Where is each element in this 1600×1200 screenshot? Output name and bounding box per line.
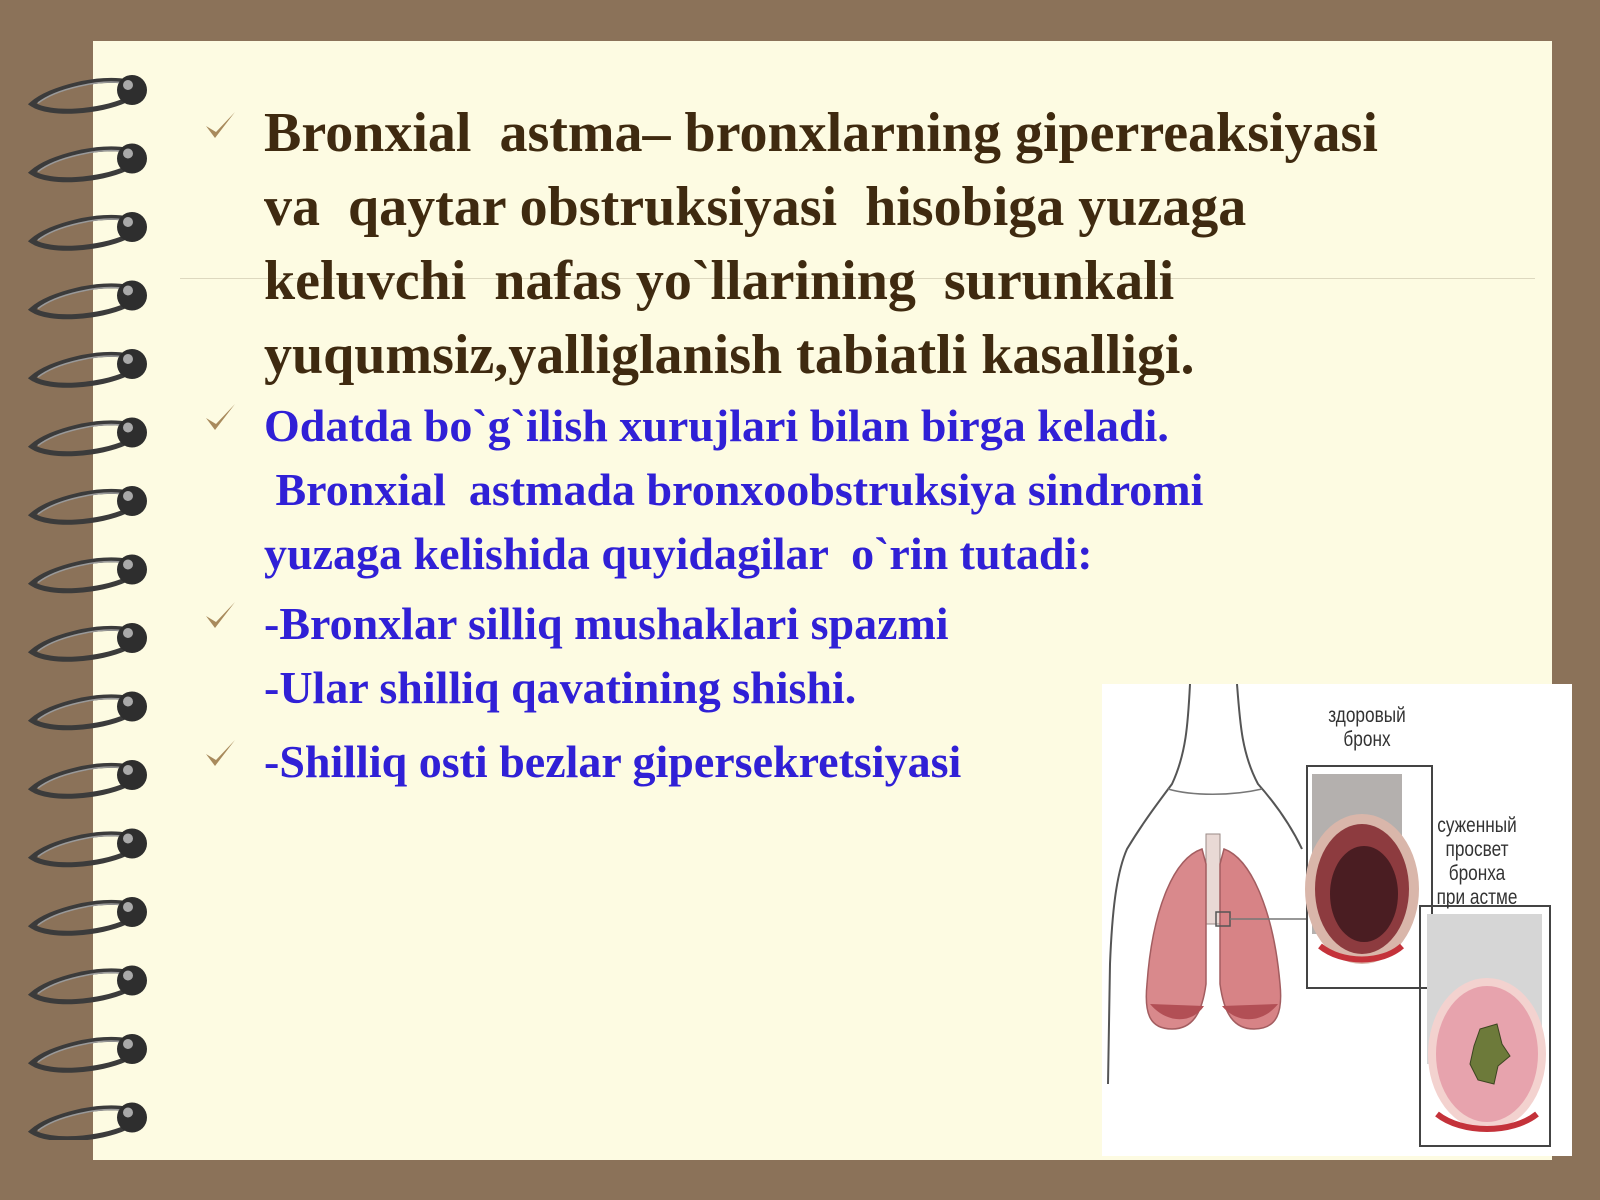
spiral-ring-icon (32, 623, 147, 659)
bullet-line: -Shilliq osti bezlar gipersekretsiyasi (264, 736, 962, 787)
spiral-ring-icon (32, 829, 147, 865)
bullet-line: -Ular shilliq qavatining shishi. (264, 662, 857, 713)
description-bullet (200, 394, 1520, 586)
spiral-ring-icon (32, 760, 147, 796)
spiral-ring-icon (32, 1103, 147, 1139)
spiral-ring-icon (32, 897, 147, 933)
lungs-bronchi-drawing (1102, 684, 1572, 1156)
definition-bullet (200, 96, 1520, 392)
spiral-ring-icon (32, 966, 147, 1002)
spiral-ring-icon (32, 418, 147, 454)
spiral-ring-icon (32, 281, 147, 317)
bullet-line: yuzaga kelishida quyidagilar o`rin tutadi: (264, 528, 1093, 579)
spiral-ring-icon (32, 1034, 147, 1070)
bronchus-illustration (1102, 684, 1572, 1156)
bullet-line: yuqumsiz,yalliglanish tabiatli kasalligi. (264, 324, 1195, 386)
narrowed-bronchus-label (1424, 814, 1531, 910)
label-line: просвет (1445, 838, 1509, 861)
label-line: суженный (1437, 814, 1517, 837)
spiral-ring-icon (32, 349, 147, 385)
spiral-ring-icon (32, 692, 147, 728)
spiral-ring-icon (32, 144, 147, 180)
bullet-line: Odatda bo`g`ilish xurujlari bilan birga keladi. (264, 400, 1169, 451)
label-line: при астме (1436, 886, 1518, 909)
check-icon (200, 734, 240, 774)
label-line: бронх (1343, 728, 1391, 751)
bullet-line: va qaytar obstruksiyasi hisobiga yuzaga (264, 176, 1247, 238)
check-icon (200, 398, 240, 438)
spiral-ring-icon (32, 75, 147, 111)
bullet-line: -Bronxlar silliq mushaklari spazmi (264, 598, 949, 649)
spiral-binding-icon (20, 60, 160, 1140)
label-line: бронха (1448, 862, 1506, 885)
bullet-line: Bronxial astma– bronxlarning giperreaksiyasi (264, 102, 1378, 164)
label-line: здоровый (1328, 704, 1406, 727)
healthy-bronchus-label (1314, 704, 1421, 752)
check-icon (200, 596, 240, 636)
spiral-ring-icon (32, 486, 147, 522)
bullet-line: Bronxial astmada bronxoobstruksiya sindromi (264, 464, 1204, 515)
check-icon (200, 106, 240, 146)
bullet-line: keluvchi nafas yo`llarining surunkali (264, 250, 1175, 312)
spiral-ring-icon (32, 555, 147, 591)
spiral-ring-icon (32, 212, 147, 248)
